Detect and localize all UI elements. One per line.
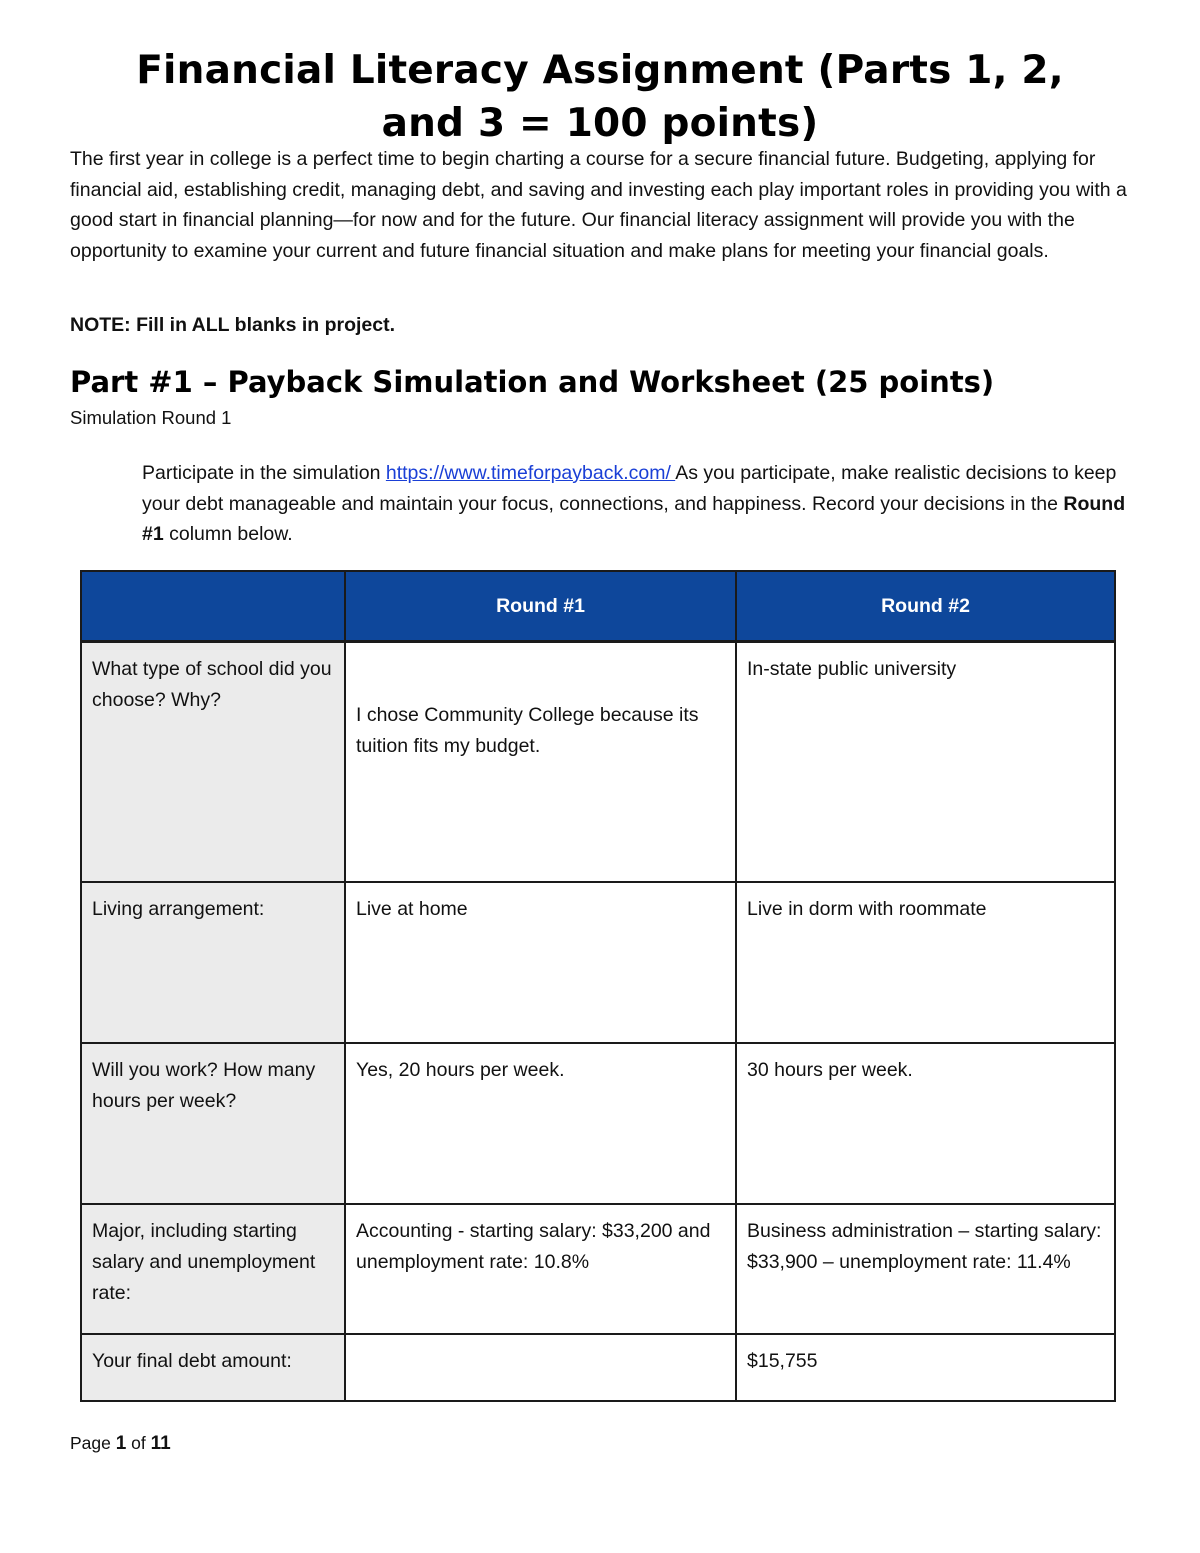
row-question: Living arrangement: [81, 882, 345, 1043]
row-round1-answer[interactable]: Yes, 20 hours per week. [345, 1043, 736, 1204]
row-question: What type of school did you choose? Why? [81, 642, 345, 882]
header-round-1: Round #1 [345, 571, 736, 642]
row-round1-answer[interactable]: Accounting - starting salary: $33,200 and unemployment rate: 10.8% [345, 1204, 736, 1334]
note-text: NOTE: Fill in ALL blanks in project. [70, 314, 396, 336]
row-question: Major, including starting salary and unemployment rate: [81, 1204, 345, 1334]
row-round1-answer[interactable] [345, 1334, 736, 1401]
page-number [70, 1430, 171, 1457]
table-row [81, 1204, 1115, 1334]
title-line-1: Financial Literacy Assignment (Parts 1, 2, [136, 48, 1064, 93]
row-question: Your final debt amount: [81, 1334, 345, 1401]
page-of: of [126, 1433, 151, 1453]
instructions-lead: Participate in the simulation [142, 462, 386, 484]
payback-link[interactable]: https://www.timeforpayback.com/ [385, 462, 676, 484]
row-question: Will you work? How many hours per week? [81, 1043, 345, 1204]
part1-heading: Part #1 – Payback Simulation and Worksheet (25 points) [70, 365, 995, 399]
cell-spacer [356, 654, 725, 700]
header-blank [81, 571, 345, 642]
page-label: Page [70, 1433, 116, 1453]
document-title [60, 44, 1140, 150]
table-row [81, 642, 1115, 882]
part1-subheading: Simulation Round 1 [70, 407, 232, 428]
header-round-2: Round #2 [736, 571, 1115, 642]
instructions-body: As you participate, make realistic decisions to keep your debt manageable and maintain your focus, connections, and happiness. Record your decisions in the [142, 462, 1117, 515]
table-row [81, 1334, 1115, 1401]
row-round2-answer[interactable]: In-state public university [736, 642, 1115, 882]
table-row [81, 882, 1115, 1043]
part1-instructions [142, 458, 1132, 550]
row-round1-answer[interactable] [345, 642, 736, 882]
row-round2-answer[interactable]: Live in dorm with roommate [736, 882, 1115, 1043]
page-current: 1 [115, 1433, 127, 1454]
page-total: 11 [150, 1433, 171, 1454]
instructions-bold: Round #1 [142, 492, 1126, 545]
title-line-2: and 3 = 100 points) [381, 101, 819, 146]
row-round2-answer[interactable]: $15,755 [736, 1334, 1115, 1401]
intro-paragraph: The first year in college is a perfect time to begin charting a course for a secure financial future. Budgeting, applying for financial aid, establishing credit, managing debt, and saving and investing each play important roles in providing you with a good start in financial planning—for now and for the future. Our financial literacy assignment will provide you with the opportunity to examine your current and future financial situation and make plans for meeting your financial goals. [70, 148, 1127, 262]
row-round2-answer[interactable]: 30 hours per week. [736, 1043, 1115, 1204]
instructions-end: column below. [163, 523, 293, 545]
round1-answer-text: I chose Community College because its tuition fits my budget. [356, 704, 699, 757]
payback-worksheet-table [80, 570, 1116, 1402]
row-round2-answer[interactable]: Business administration – starting salary: $33,900 – unemployment rate: 11.4% [736, 1204, 1115, 1334]
table-row [81, 1043, 1115, 1204]
table-header-row [81, 571, 1115, 642]
row-round1-answer[interactable]: Live at home [345, 882, 736, 1043]
